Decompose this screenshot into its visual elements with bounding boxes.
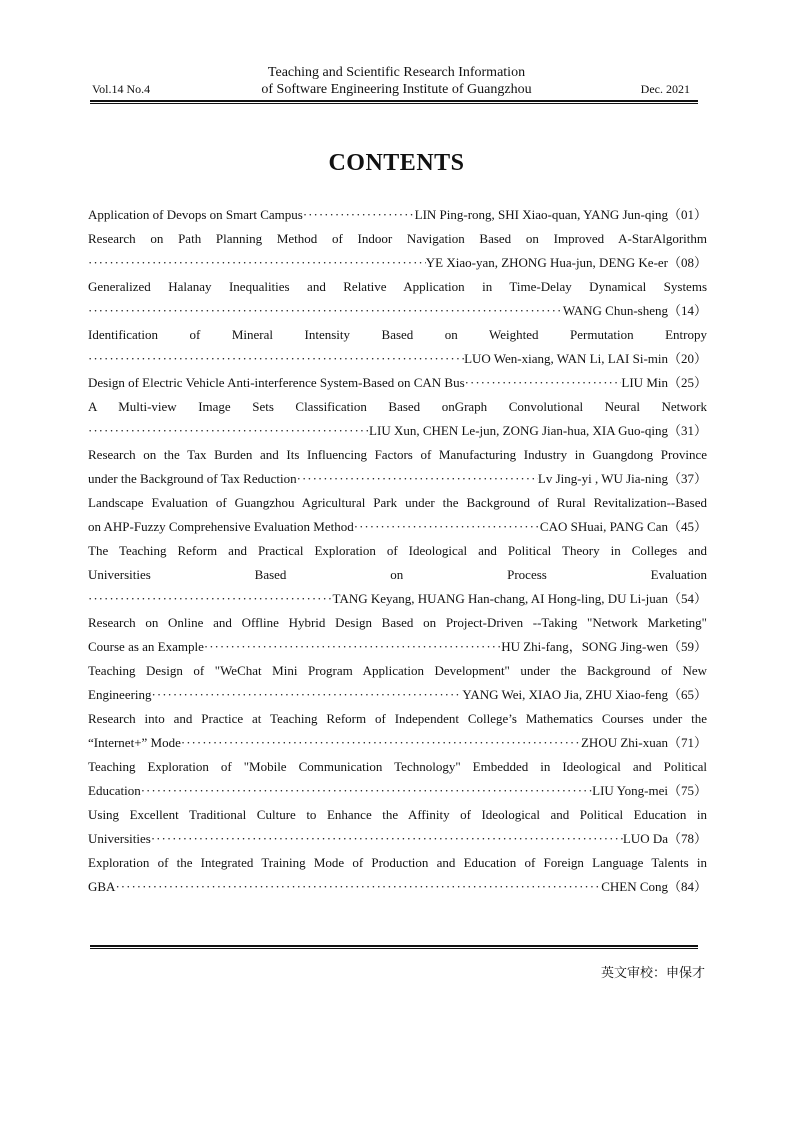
dot-leader	[88, 251, 426, 275]
issue-date: Dec. 2021	[640, 82, 690, 96]
dot-leader	[88, 419, 369, 443]
toc-entry-authors-page: LIU Yong-mei（75）	[592, 783, 707, 798]
toc-entry-row	[88, 779, 707, 803]
toc-entry-row	[88, 683, 707, 707]
toc-entry-title-line: Identification of Mineral Intensity Based on Weighted Permutation Entropy	[88, 327, 707, 342]
toc-entry-row	[88, 299, 707, 323]
toc-entry-authors-page: Lv Jing-yi , WU Jia-ning（37）	[537, 471, 707, 486]
toc-entry	[88, 803, 707, 851]
footer-rule	[90, 945, 698, 949]
toc-entry-title-line: Landscape Evaluation of Guangzhou Agricultural Park under the Background of Rural Revitalization--Based	[88, 495, 707, 510]
toc-entry-title-line: Research on Path Planning Method of Indoor Navigation Based on Improved A-StarAlgorithm	[88, 231, 707, 246]
toc-entry-row	[88, 515, 707, 539]
journal-title	[200, 64, 593, 98]
toc-entry-title-line: Using Excellent Traditional Culture to Enhance the Affinity of Ideological and Political Education in	[88, 807, 707, 822]
toc-entry-authors-page: LIU Min（25）	[621, 375, 707, 390]
proofreader-credit: 英文审校：申保才	[600, 966, 705, 981]
toc-entry-row	[88, 587, 707, 611]
toc-entry-authors-page: WANG Chun-sheng（14）	[562, 303, 707, 318]
toc-entry-authors-page: YANG Wei, XIAO Jia, ZHU Xiao-feng（65）	[462, 687, 707, 702]
toc-entry-title: GBA	[88, 879, 116, 894]
dot-leader	[465, 371, 622, 395]
toc-entry	[88, 539, 707, 611]
toc-entry-title-line: The Teaching Reform and Practical Exploration of Ideological and Political Theory in Colleges and	[88, 543, 707, 558]
toc-entry-row	[88, 419, 707, 443]
toc-entry-row	[88, 203, 707, 227]
toc-entry	[88, 707, 707, 755]
dot-leader	[297, 467, 538, 491]
dot-leader	[141, 779, 592, 803]
toc-entry-title-line: Research into and Practice at Teaching Reform of Independent College’s Mathematics Courses under the	[88, 711, 707, 726]
dot-leader	[152, 683, 463, 707]
toc-entry	[88, 443, 707, 491]
toc-entry	[88, 659, 707, 707]
toc-entry-title: Education	[88, 783, 141, 798]
toc-entry	[88, 395, 707, 443]
toc-entry	[88, 203, 707, 227]
toc-entry-row	[88, 875, 707, 899]
toc-entry-title: Engineering	[88, 687, 152, 702]
dot-leader	[303, 203, 415, 227]
volume-number: Vol.14 No.4	[92, 82, 151, 96]
toc-entry	[88, 611, 707, 659]
toc-entry-authors-page: TANG Keyang, HUANG Han-chang, AI Hong-ling, DU Li-juan（54）	[332, 591, 707, 606]
toc-entry-authors-page: YE Xiao-yan, ZHONG Hua-jun, DENG Ke-er（08）	[425, 255, 707, 270]
dot-leader	[204, 635, 501, 659]
journal-title-line2: of Software Engineering Institute of Guangzhou	[261, 82, 532, 97]
toc-entry-title: “Internet+” Mode	[88, 735, 181, 750]
toc-entry-authors-page: CHEN Cong（84）	[601, 879, 707, 894]
dot-leader	[88, 587, 333, 611]
toc-entry-title-line: Generalized Halanay Inequalities and Relative Application in Time-Delay Dynamical Systems	[88, 279, 707, 294]
toc-entry	[88, 323, 707, 371]
toc-entry	[88, 275, 707, 323]
toc-entry-row	[88, 347, 707, 371]
toc-entry-title-line: Teaching Design of "WeChat Mini Program Application Development" under the Background of New	[88, 663, 707, 678]
dot-leader	[88, 347, 464, 371]
table-of-contents	[88, 203, 707, 899]
toc-entry-row	[88, 467, 707, 491]
toc-entry-row	[88, 635, 707, 659]
page-title: CONTENTS	[328, 150, 465, 176]
toc-entry-authors-page: LIN Ping-rong, SHI Xiao-quan, YANG Jun-qing（01）	[414, 207, 707, 222]
toc-entry-row	[88, 827, 707, 851]
toc-entry	[88, 491, 707, 539]
toc-entry	[88, 371, 707, 395]
toc-entry-title: Universities	[88, 831, 151, 846]
header-rule	[90, 100, 698, 104]
toc-entry-title: on AHP-Fuzzy Comprehensive Evaluation Method	[88, 519, 354, 534]
toc-entry-title: Design of Electric Vehicle Anti-interference System-Based on CAN Bus	[88, 375, 465, 390]
dot-leader	[354, 515, 540, 539]
toc-entry-title-line: Research on Online and Offline Hybrid Design Based on Project-Driven --Taking "Network Marketing"	[88, 615, 707, 630]
toc-entry-authors-page: ZHOU Zhi-xuan（71）	[580, 735, 707, 750]
toc-entry-title-line: Research on the Tax Burden and Its Influencing Factors of Manufacturing Industry in Guangdong Province	[88, 447, 707, 462]
dot-leader	[151, 827, 623, 851]
toc-entry	[88, 227, 707, 275]
toc-entry-authors-page: LUO Wen-xiang, WAN Li, LAI Si-min（20）	[464, 351, 707, 366]
toc-entry-row	[88, 731, 707, 755]
dot-leader	[88, 299, 563, 323]
toc-entry-title-line: Exploration of the Integrated Training Mode of Production and Education of Foreign Language Talents in	[88, 855, 707, 870]
journal-title-line1: Teaching and Scientific Research Information	[267, 65, 526, 80]
toc-entry-title-line: A Multi-view Image Sets Classification Based onGraph Convolutional Neural Network	[88, 399, 707, 414]
toc-entry-authors-page: LUO Da（78）	[622, 831, 707, 846]
toc-entry-title: Application of Devops on Smart Campus	[88, 207, 303, 222]
toc-entry-title-line: Teaching Exploration of "Mobile Communication Technology" Embedded in Ideological and Political	[88, 759, 707, 774]
toc-entry-title: Course as an Example	[88, 639, 204, 654]
dot-leader	[115, 875, 601, 899]
toc-entry-title-line: Universities Based on Process Evaluation	[88, 567, 707, 582]
toc-entry-authors-page: HU Zhi-fang，SONG Jing-wen（59）	[501, 639, 707, 654]
toc-entry-authors-page: LIU Xun, CHEN Le-jun, ZONG Jian-hua, XIA Guo-qing（31）	[369, 423, 707, 438]
toc-entry-title: under the Background of Tax Reduction	[88, 471, 297, 486]
toc-entry-row	[88, 251, 707, 275]
dot-leader	[181, 731, 581, 755]
toc-entry-authors-page: CAO SHuai, PANG Can（45）	[539, 519, 707, 534]
toc-entry-row	[88, 371, 707, 395]
toc-entry	[88, 755, 707, 803]
toc-entry	[88, 851, 707, 899]
